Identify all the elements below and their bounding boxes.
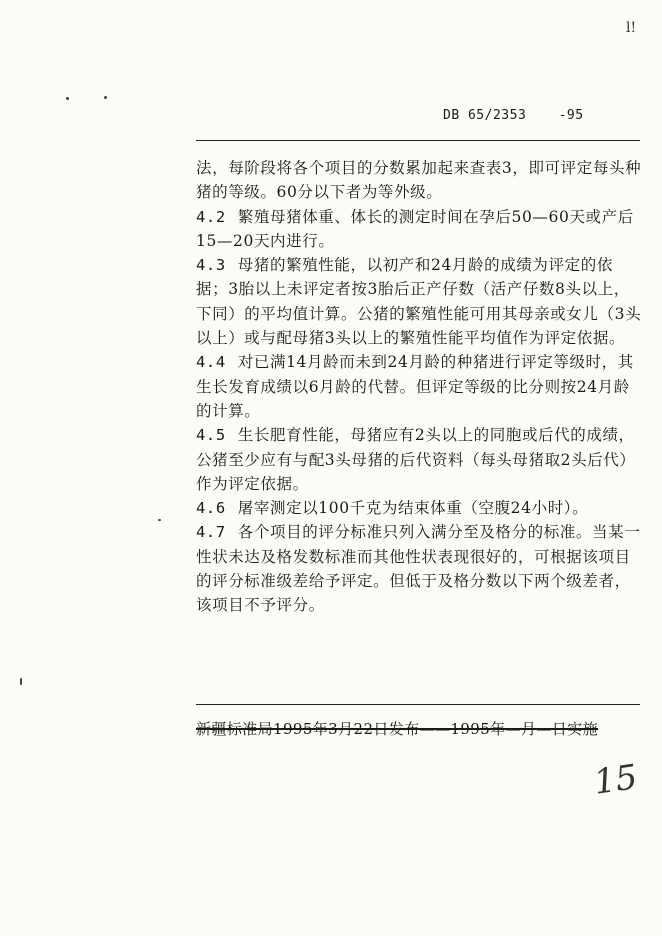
scan-speck: [66, 97, 69, 100]
section-text: 繁殖母猪体重、体长的测定时间在孕后50—60天或产后15—20天内进行。: [196, 207, 634, 250]
section-number: 4.7: [196, 523, 226, 542]
section-text: 母猪的繁殖性能，以初产和24月龄的成绩为评定的依据；3胎以上未评定者按3胎后正产仔数（活产仔数8头以上，下同）的平均值计算。公猪的繁殖性能可用其母亲或女儿（3头以上）或与配母猪3头以上的繁殖性能平均值作为评定依据。: [196, 256, 642, 348]
section-number: 4.5: [196, 426, 226, 445]
section-4-5: [196, 423, 642, 496]
section-text: 对已满14月龄而未到24月龄的种猪进行评定等级时，其生长发育成绩以6月龄的代替。但评定等级的比分则按24月龄的计算。: [196, 353, 634, 420]
handwritten-corner-mark: l!: [626, 20, 637, 36]
scan-speck: [20, 678, 22, 685]
scan-speck: [104, 96, 107, 99]
section-4-2: [196, 205, 642, 254]
section-number: 4.6: [196, 499, 226, 518]
section-4-6: [196, 496, 642, 520]
section-4-7: [196, 520, 642, 617]
header-rule: [196, 140, 640, 141]
continuation-paragraph: 法，每阶段将各个项目的分数累加起来查表3，即可评定每头种猪的等级。60分以下者为等外级。: [196, 159, 642, 202]
section-number: 4.3: [196, 256, 226, 275]
publication-footer: 新疆标准局1995年3月22日发布——1995年—月—日实施: [196, 720, 598, 738]
section-text: 屠宰测定以100千克为结束体重（空腹24小时）。: [237, 499, 589, 518]
page-header: [443, 108, 584, 123]
section-4-4: [196, 350, 642, 423]
footer-rule: [196, 704, 640, 705]
section-text: 各个项目的评分标准只列入满分至及格分的标准。当某一性状未达及格发数标准而其他性状表现很好的，可根据该项目的评分标准级差给予评定。但低于及格分数以下两个级差者，该项目不予评分。: [196, 523, 641, 615]
standard-id: DB 65/2353: [443, 108, 527, 123]
section-text: 生长肥育性能，母猪应有2头以上的同胞或后代的成绩，公猪至少应有与配3头母猪的后代资料（每头母猪取2头后代）作为评定依据。: [196, 426, 636, 493]
page-number: -95: [558, 108, 584, 123]
scan-speck: [158, 519, 161, 521]
body-text: [196, 156, 642, 618]
section-4-3: [196, 253, 642, 350]
section-number: 4.4: [196, 353, 226, 372]
handwritten-page-number: 15: [591, 757, 640, 803]
section-number: 4.2: [196, 207, 226, 226]
